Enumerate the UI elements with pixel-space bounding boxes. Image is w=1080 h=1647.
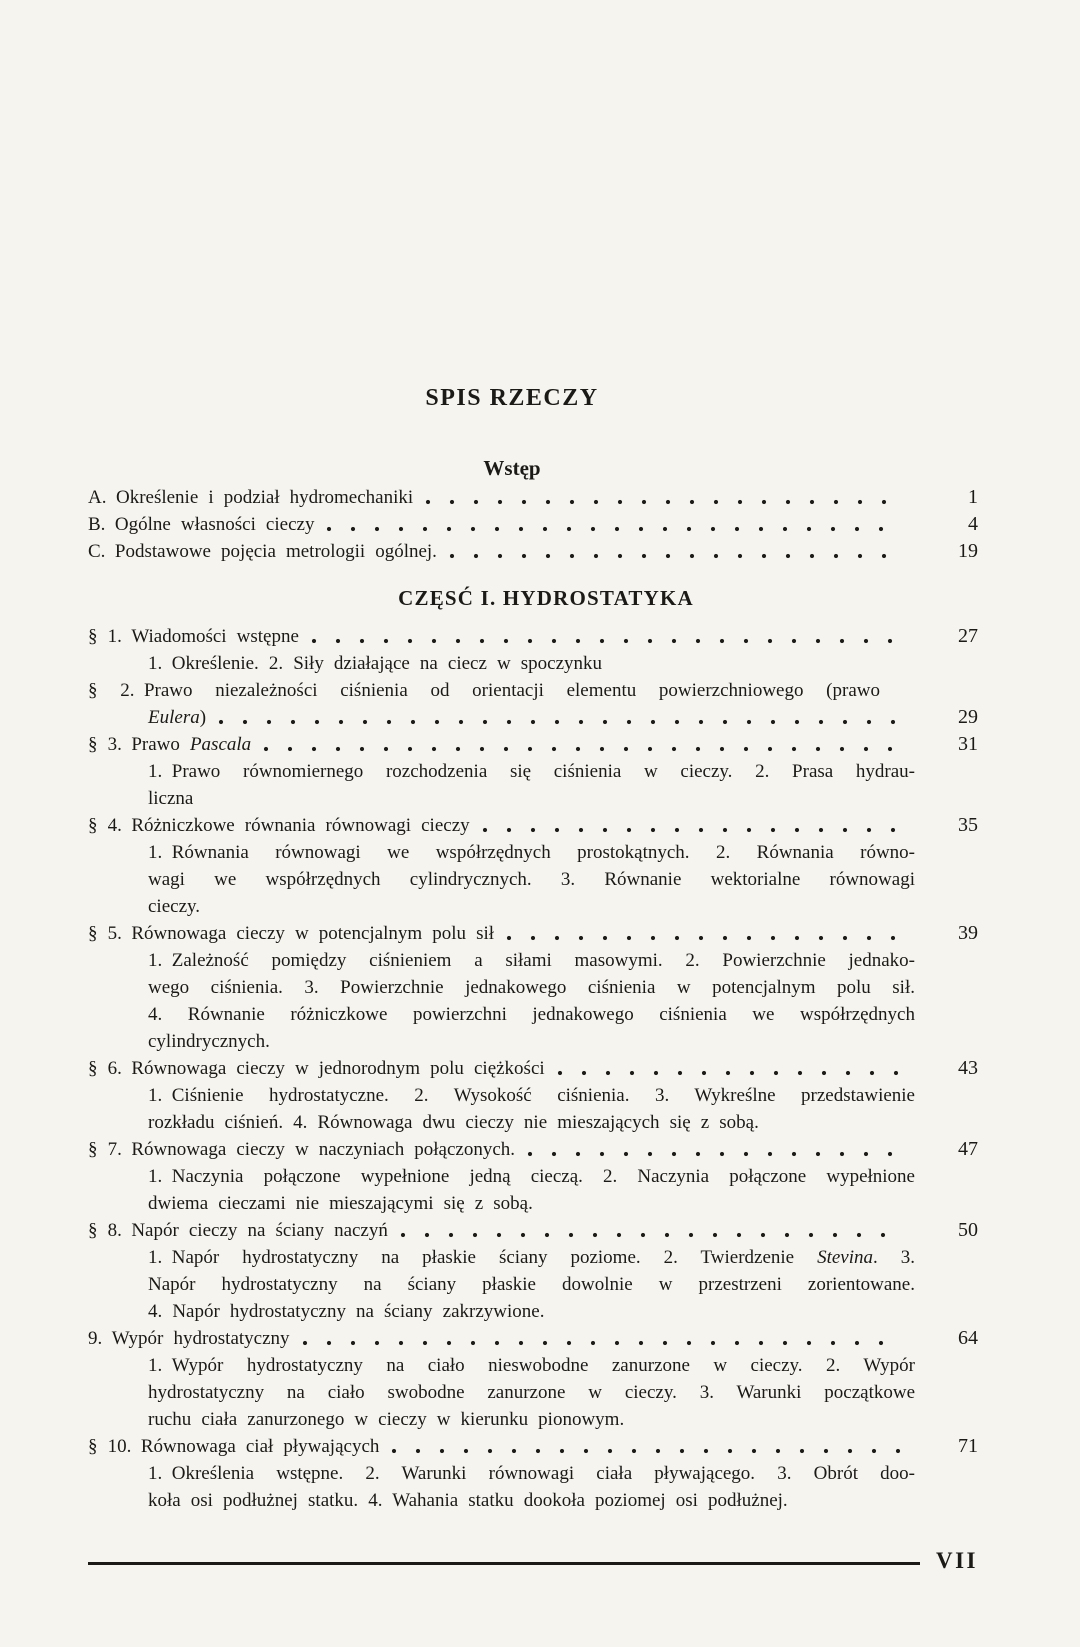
entry-title bbox=[88, 538, 437, 565]
toc-entry bbox=[148, 704, 978, 731]
page-number: 71 bbox=[958, 1435, 978, 1457]
dot-leader bbox=[506, 935, 902, 941]
table-of-contents bbox=[88, 385, 978, 1574]
text-segment: rozkładu ciśnień. 4. Równowaga dwu cieczy nie mieszających się z sobą. bbox=[148, 1112, 759, 1133]
text-segment: cieczy. bbox=[148, 896, 201, 917]
dot-leader bbox=[326, 526, 902, 532]
text-segment: 1. Wypór hydrostatyczny na ciało nieswobodne zanurzone w cieczy. 2. Wypór bbox=[148, 1355, 915, 1376]
dot-leader bbox=[263, 746, 902, 752]
part1-entries bbox=[88, 623, 978, 1514]
entry-title bbox=[88, 623, 299, 650]
italic-text-segment: Pascala bbox=[189, 734, 252, 755]
toc-subnote bbox=[148, 974, 915, 1001]
text-segment: § 5. Równowaga cieczy w potencjalnym polu sił bbox=[88, 923, 495, 944]
toc-subnote bbox=[148, 1487, 978, 1514]
dot-leader bbox=[482, 827, 902, 833]
toc-subnote bbox=[148, 758, 915, 785]
toc-subnote bbox=[148, 650, 978, 677]
text-segment: A. Określenie i podział hydromechaniki bbox=[88, 487, 414, 508]
toc-subnote bbox=[148, 1190, 978, 1217]
text-segment: § 2. Prawo niezależności ciśnienia od orientacji elementu powierzchniowego (prawo bbox=[88, 680, 880, 701]
text-segment: § 7. Równowaga cieczy w naczyniach połączonych. bbox=[88, 1139, 516, 1160]
toc-entry bbox=[88, 920, 978, 947]
text-segment: § 8. Napór cieczy na ściany naczyń bbox=[88, 1220, 388, 1241]
text-segment: liczna bbox=[148, 788, 194, 809]
part1-heading: CZĘSĆ I. HYDROSTATYKA bbox=[398, 586, 694, 610]
toc-subnote bbox=[148, 1460, 915, 1487]
toc-subnote bbox=[148, 947, 915, 974]
toc-subnote bbox=[148, 1163, 915, 1190]
toc-subnote bbox=[148, 866, 915, 893]
text-segment: wego ciśnienia. 3. Powierzchnie jednakowego ciśnienia w potencjalnym polu sił. bbox=[148, 977, 915, 998]
toc-subnote bbox=[148, 1109, 978, 1136]
entry-title bbox=[88, 511, 314, 538]
page-footer bbox=[88, 1548, 978, 1574]
toc-subnote bbox=[148, 1271, 915, 1298]
toc-entry bbox=[88, 1325, 978, 1352]
text-segment: § 3. Prawo bbox=[88, 734, 190, 755]
text-segment: ruchu ciała zanurzonego w cieczy w kierunku pionowym. bbox=[148, 1409, 625, 1430]
text-segment: 1. Naczynia połączone wypełnione jedną cieczą. 2. Naczynia połączone wypełnione bbox=[148, 1166, 915, 1187]
entry-title bbox=[88, 1055, 545, 1082]
text-segment: Napór hydrostatyczny na ściany płaskie dowolnie w przestrzeni zorientowane. bbox=[148, 1274, 915, 1295]
entry-title bbox=[88, 1217, 388, 1244]
page-number: 27 bbox=[958, 625, 978, 647]
toc-subnote bbox=[148, 1001, 915, 1028]
toc-entry bbox=[88, 731, 978, 758]
text-segment: koła osi podłużnej statku. 4. Wahania statku dookoła poziomej osi podłużnej. bbox=[148, 1490, 788, 1511]
page-number: 50 bbox=[958, 1219, 978, 1241]
text-segment: B. Ogólne własności cieczy bbox=[88, 514, 315, 535]
italic-text-segment: Stevina bbox=[817, 1247, 874, 1268]
page-number: 43 bbox=[958, 1057, 978, 1079]
text-segment: 4. Napór hydrostatyczny na ściany zakrzywione. bbox=[148, 1301, 545, 1322]
dot-leader bbox=[218, 719, 902, 725]
toc-entry bbox=[88, 812, 978, 839]
text-segment: dwiema cieczami nie mieszającymi się z sobą. bbox=[148, 1193, 533, 1214]
toc-entry bbox=[88, 1433, 978, 1460]
text-segment: C. Podstawowe pojęcia metrologii ogólnej. bbox=[88, 541, 437, 562]
text-segment: ) bbox=[199, 707, 207, 728]
dot-leader bbox=[557, 1070, 902, 1076]
text-segment: 1. Napór hydrostatyczny na płaskie ściany poziome. 2. Twierdzenie bbox=[148, 1247, 818, 1268]
toc-subnote bbox=[148, 1244, 915, 1271]
toc-subnote bbox=[148, 1028, 978, 1055]
page-number: 1 bbox=[968, 486, 978, 508]
text-segment: . 3. bbox=[873, 1247, 916, 1268]
page-number: 19 bbox=[958, 540, 978, 562]
page-number: 29 bbox=[958, 706, 978, 728]
toc-subnote bbox=[148, 1379, 915, 1406]
text-segment: § 6. Równowaga cieczy w jednorodnym polu ciężkości bbox=[88, 1058, 545, 1079]
dot-leader bbox=[425, 499, 902, 505]
page-title: SPIS RZECZY bbox=[425, 385, 599, 411]
entry-title bbox=[88, 1136, 515, 1163]
entry-title bbox=[148, 704, 206, 731]
intro-heading: Wstęp bbox=[483, 456, 541, 480]
dot-leader bbox=[302, 1340, 902, 1346]
page-number: 4 bbox=[968, 513, 978, 535]
page-number: 35 bbox=[958, 814, 978, 836]
entry-title bbox=[88, 484, 413, 511]
toc-entry bbox=[88, 623, 978, 650]
toc-subnote bbox=[148, 1298, 978, 1325]
toc-entry bbox=[88, 538, 978, 565]
text-segment: § 1. Wiadomości wstępne bbox=[88, 626, 299, 647]
entry-title bbox=[88, 1433, 379, 1460]
toc-subnote bbox=[148, 1352, 915, 1379]
toc-subnote bbox=[148, 839, 915, 866]
page-number: 64 bbox=[958, 1327, 978, 1349]
toc-subnote bbox=[148, 785, 978, 812]
toc-entry bbox=[88, 484, 978, 511]
text-segment: 1. Równania równowagi we współrzędnych prostokątnych. 2. Równania równo- bbox=[148, 842, 915, 863]
text-segment: 1. Prawo równomiernego rozchodzenia się ciśnienia w cieczy. 2. Prasa hydrau- bbox=[148, 761, 915, 782]
text-segment: 1. Ciśnienie hydrostatyczne. 2. Wysokość ciśnienia. 3. Wykreślne przedstawienie bbox=[148, 1085, 915, 1106]
toc-entry bbox=[88, 511, 978, 538]
toc-entry bbox=[88, 1055, 978, 1082]
dot-leader bbox=[400, 1232, 902, 1238]
entry-title bbox=[88, 1325, 290, 1352]
dot-leader bbox=[527, 1151, 902, 1157]
italic-text-segment: Eulera bbox=[148, 707, 200, 728]
dot-leader bbox=[449, 553, 902, 559]
dot-leader bbox=[311, 638, 902, 644]
folio-page-number: VII bbox=[935, 1548, 978, 1573]
entry-title bbox=[88, 920, 494, 947]
text-segment: 1. Zależność pomiędzy ciśnieniem a siłami masowymi. 2. Powierzchnie jednako- bbox=[148, 950, 915, 971]
toc-subnote bbox=[148, 893, 978, 920]
text-segment: 1. Określenia wstępne. 2. Warunki równowagi ciała pływającego. 3. Obrót doo- bbox=[148, 1463, 915, 1484]
page-number: 39 bbox=[958, 922, 978, 944]
text-segment: § 10. Równowaga ciał pływających bbox=[88, 1436, 380, 1457]
footer-rule bbox=[88, 1562, 920, 1565]
intro-entries bbox=[88, 484, 978, 565]
toc-entry bbox=[88, 1217, 978, 1244]
toc-entry bbox=[88, 1136, 978, 1163]
toc-entry-wrap bbox=[88, 677, 880, 704]
toc-subnote bbox=[148, 1082, 915, 1109]
entry-title bbox=[88, 812, 470, 839]
text-segment: hydrostatyczny na ciało swobodne zanurzone w cieczy. 3. Warunki początkowe bbox=[148, 1382, 915, 1403]
text-segment: 9. Wypór hydrostatyczny bbox=[88, 1328, 290, 1349]
page-number: 31 bbox=[958, 733, 978, 755]
text-segment: § 4. Różniczkowe równania równowagi cieczy bbox=[88, 815, 470, 836]
toc-subnote bbox=[148, 1406, 978, 1433]
dot-leader bbox=[391, 1448, 902, 1454]
text-segment: 1. Określenie. 2. Siły działające na ciecz w spoczynku bbox=[148, 653, 603, 674]
text-segment: 4. Równanie różniczkowe powierzchni jednakowego ciśnienia we współrzędnych bbox=[148, 1004, 915, 1025]
page-number: 47 bbox=[958, 1138, 978, 1160]
text-segment: cylindrycznych. bbox=[148, 1031, 270, 1052]
text-segment: wagi we współrzędnych cylindrycznych. 3. Równanie wektorialne równowagi bbox=[148, 869, 915, 890]
entry-title bbox=[88, 731, 251, 758]
